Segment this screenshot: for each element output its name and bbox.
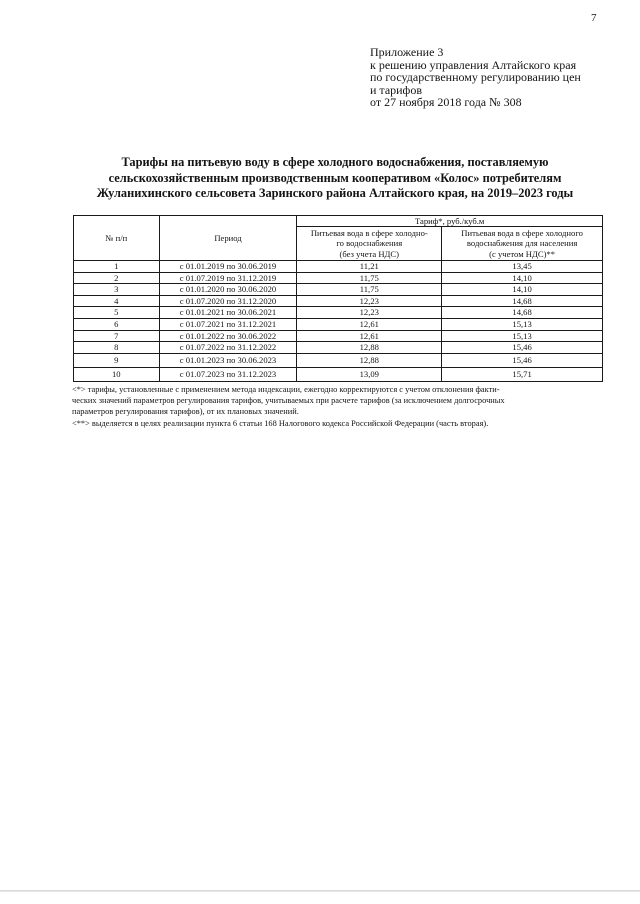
cell-number: 5: [74, 307, 160, 319]
scan-edge-divider: [0, 890, 640, 892]
appendix-block: [370, 46, 620, 109]
appendix-line: к решению управления Алтайского края: [370, 57, 577, 72]
header-line: (без учета НДС): [339, 248, 400, 259]
cell-number: 6: [74, 318, 160, 330]
table-row: [74, 318, 603, 330]
cell-period: с 01.07.2023 по 31.12.2023: [159, 367, 297, 381]
cell-tariff-with-vat: 15,71: [442, 367, 603, 381]
cell-period: с 01.01.2019 по 30.06.2019: [159, 261, 297, 273]
appendix-line: по государственному регулированию цен: [370, 70, 581, 85]
cell-tariff-without-vat: 11,21: [297, 261, 442, 273]
table-row: [74, 342, 603, 354]
title-line: Тарифы на питьевую воду в сфере холодного водоснабжения, поставляемую: [121, 155, 549, 169]
cell-number: 9: [74, 353, 160, 367]
footnotes: [72, 384, 612, 429]
footnote-line: параметров регулирования тарифов), от их плановых значений.: [72, 407, 299, 417]
cell-number: 4: [74, 295, 160, 307]
cell-period: с 01.01.2022 по 30.06.2022: [159, 330, 297, 342]
table-row: [74, 284, 603, 296]
cell-tariff-without-vat: 12,23: [297, 307, 442, 319]
cell-number: 2: [74, 272, 160, 284]
cell-period: с 01.07.2022 по 31.12.2022: [159, 342, 297, 354]
tariff-table: [73, 215, 603, 382]
footnote-line: <**> выделяется в целях реализации пункта 6 статьи 168 Налогового кодекса Российской Федерации (часть вторая).: [72, 418, 489, 428]
cell-tariff-without-vat: 13,09: [297, 367, 442, 381]
appendix-line: Приложение 3: [370, 45, 444, 59]
cell-tariff-with-vat: 15,46: [442, 342, 603, 354]
cell-period: с 01.01.2020 по 30.06.2020: [159, 284, 297, 296]
header-line: Питьевая вода в сфере холодно-: [310, 227, 428, 238]
cell-number: 8: [74, 342, 160, 354]
table-row: [74, 295, 603, 307]
table-row: [74, 272, 603, 284]
cell-tariff-with-vat: 15,13: [442, 318, 603, 330]
header-line: водоснабжения для населения: [466, 238, 578, 249]
cell-tariff-without-vat: 12,88: [297, 342, 442, 354]
document-title: [60, 155, 610, 202]
table-row: [74, 353, 603, 367]
footnote-line: ческих значений параметров регулирования тарифов, учитываемых при расчете тарифов (за исключением долгосрочных: [72, 396, 505, 406]
cell-number: 10: [74, 367, 160, 381]
appendix-line: от 27 ноября 2018 года № 308: [370, 95, 522, 110]
header-line: (с учетом НДС)**: [489, 248, 556, 259]
cell-tariff-with-vat: 15,13: [442, 330, 603, 342]
cell-tariff-without-vat: 12,61: [297, 318, 442, 330]
table-row: [74, 367, 603, 381]
header-tariff: Тариф*, руб./куб.м: [297, 216, 603, 227]
cell-tariff-without-vat: 11,75: [297, 284, 442, 296]
cell-tariff-with-vat: 13,45: [442, 261, 603, 273]
table-row: [74, 330, 603, 342]
table-row: [74, 261, 603, 273]
cell-tariff-with-vat: 14,68: [442, 295, 603, 307]
cell-period: с 01.07.2021 по 31.12.2021: [159, 318, 297, 330]
cell-tariff-with-vat: 15,46: [442, 353, 603, 367]
cell-tariff-without-vat: 12,88: [297, 353, 442, 367]
title-line: сельскохозяйственным производственным кооперативом «Колос» потребителям: [108, 170, 562, 185]
cell-tariff-without-vat: 12,23: [297, 295, 442, 307]
cell-period: с 01.01.2021 по 30.06.2021: [159, 307, 297, 319]
cell-period: с 01.07.2020 по 31.12.2020: [159, 295, 297, 307]
cell-tariff-without-vat: 11,75: [297, 272, 442, 284]
header-tariff-with-vat: [442, 227, 603, 261]
cell-tariff-without-vat: 12,61: [297, 330, 442, 342]
page-number: 7: [591, 12, 597, 24]
cell-number: 7: [74, 330, 160, 342]
header-row-number: № п/п: [74, 216, 160, 261]
header-line: го водоснабжения: [336, 238, 403, 249]
appendix-line: и тарифов: [370, 82, 423, 97]
table-row: [74, 307, 603, 319]
title-line: Жуланихинского сельсовета Заринского района Алтайского края, на 2019–2023 годы: [96, 186, 574, 200]
header-line: Питьевая вода в сфере холодного: [461, 227, 583, 238]
header-period: Период: [159, 216, 297, 261]
cell-tariff-with-vat: 14,10: [442, 284, 603, 296]
header-tariff-without-vat: [297, 227, 442, 261]
cell-number: 1: [74, 261, 160, 273]
footnote-line: <*> тарифы, установленные с применением метода индексации, ежегодно корректируются с учетом отклонения факти-: [72, 385, 500, 394]
cell-number: 3: [74, 284, 160, 296]
cell-tariff-with-vat: 14,10: [442, 272, 603, 284]
cell-tariff-with-vat: 14,68: [442, 307, 603, 319]
cell-period: с 01.07.2019 по 31.12.2019: [159, 272, 297, 284]
cell-period: с 01.01.2023 по 30.06.2023: [159, 353, 297, 367]
